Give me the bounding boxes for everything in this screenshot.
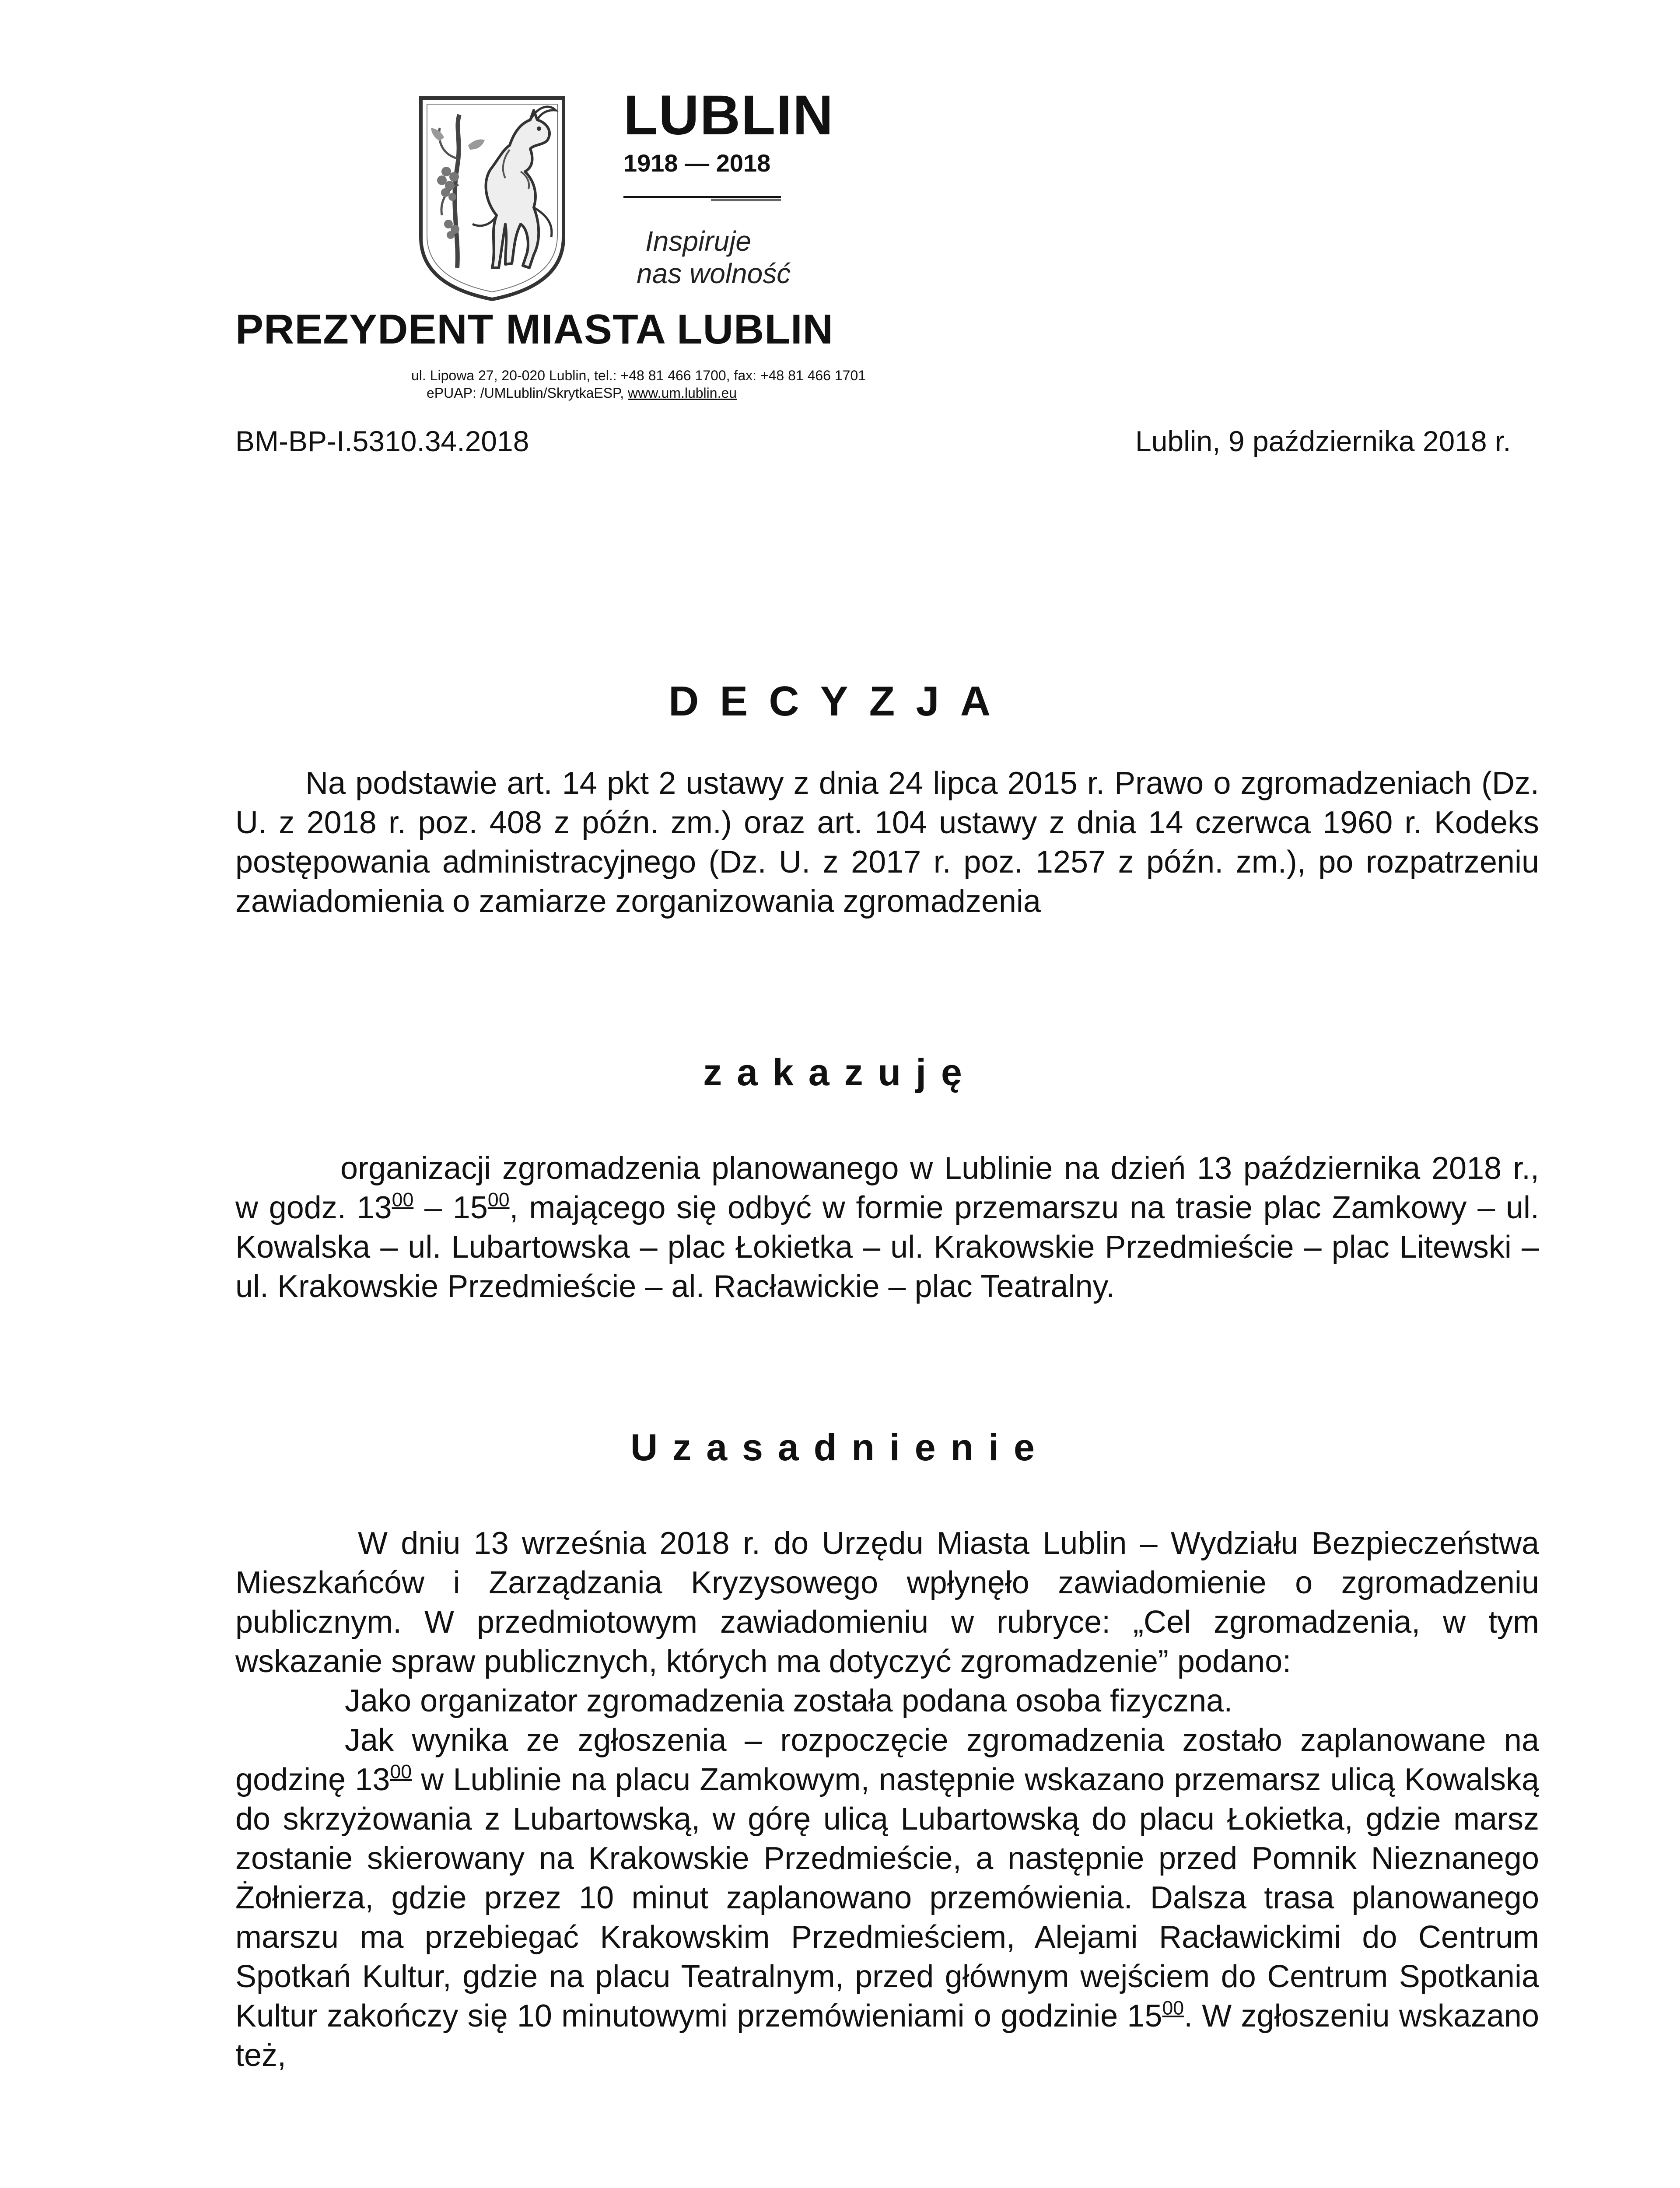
- document-reference: BM-BP-I.5310.34.2018: [235, 425, 529, 457]
- justification-para-3: Jak wynika ze zgłoszenia – rozpoczęcie zgromadzenia zostało zaplanowane na godzinę $13^{00}$ w Lublinie na placu Zamkowym, następnie wskazano przemarsz ulicą Kowalską do skrzyżowania z Lubartowską, w górę ulicą Lubartowską do placu Łokietka, gdzie marsz zostanie skierowany na Krakowskie Przedmieście, a następnie przed Pomnik Nieznanego Żołnierza, gdzie przez 10 minut zaplanowano przemówienia. Dalsza trasa planowanego marszu ma przebiegać Krakowskim Przedmieściem, Alejami Racławickimi do Centrum Spotkań Kultur, gdzie na placu Teatralnym, przed głównym wejściem do Centrum Spotkania Kultur zakończy się 10 minutowymi przemówieniami o godzinie $15^{00}$. W zgłoszeniu wskazano też,: [235, 1723, 1539, 2073]
- justification-para-2: Jako organizator zgromadzenia została podana osoba fizyczna.: [345, 1683, 1233, 1718]
- slogan-line-2: nas wolność: [637, 257, 791, 289]
- heading-justification: Uzasadnienie: [630, 1427, 1050, 1469]
- justification-paragraphs: [235, 1524, 1539, 2075]
- brand-slogan: [637, 225, 791, 290]
- address-line-1: ul. Lipowa 27, 20-020 Lublin, tel.: +48 81 466 1700, fax: +48 81 466 1701: [411, 368, 866, 383]
- slogan-line-1: Inspiruje: [645, 225, 751, 257]
- legal-basis-paragraph: [235, 764, 1539, 921]
- order-paragraph: [235, 1149, 1539, 1306]
- heading-ban: zakazuję: [703, 1052, 977, 1094]
- order-text: organizacji zgromadzenia planowanego w Lublinie na dzień 13 października 2018 r., w godz. $13^{00} - 15^{00}$, mającego się odbyć w formie przemarszu na trasie plac Zamkowy – ul. Kowalska – ul. Lubartowska – plac Łokietka – ul. Krakowskie Przedmieście – plac Litewski – ul. Krakowskie Przedmieście – al. Racławickie – plac Teatralny.: [235, 1151, 1539, 1304]
- brand-years: 1918 — 2018: [623, 149, 771, 177]
- website-link[interactable]: www.um.lublin.eu: [628, 385, 737, 401]
- brand-city: LUBLIN: [623, 84, 834, 147]
- heading-decision: DECYZJA: [668, 678, 1012, 725]
- epuap-address: ePUAP: /UMLublin/SkrytkaESP,: [427, 385, 628, 401]
- address-line-2: [427, 386, 737, 400]
- legal-basis-text: Na podstawie art. 14 pkt 2 ustawy z dnia 24 lipca 2015 r. Prawo o zgromadzeniach (Dz. U. z 2018 r. poz. 408 z późn. zm.) oraz art. 104 ustawy z dnia 14 czerwca 1960 r. Kodeks postępowania administracyjnego (Dz. U. z 2017 r. poz. 1257 z późn. zm.), po rozpatrzeniu zawiadomienia o zamiarze zorganizowania zgromadzenia: [235, 766, 1539, 919]
- coat-of-arms-icon: [416, 93, 569, 303]
- brand-bar: [623, 195, 781, 203]
- justification-para-1: W dniu 13 września 2018 r. do Urzędu Miasta Lublin – Wydziału Bezpieczeństwa Mieszkańców i Zarządzania Kryzysowego wpłynęło zawiadomienie o zgromadzeniu publicznym. W przedmiotowym zawiadomieniu w rubryce: „Cel zgromadzenia, w tym wskazanie spraw publicznych, których ma dotyczyć zgromadzenie” podano:: [235, 1526, 1539, 1679]
- office-title: PREZYDENT MIASTA LUBLIN: [235, 306, 833, 353]
- document-date: Lublin, 9 października 2018 r.: [1135, 425, 1511, 457]
